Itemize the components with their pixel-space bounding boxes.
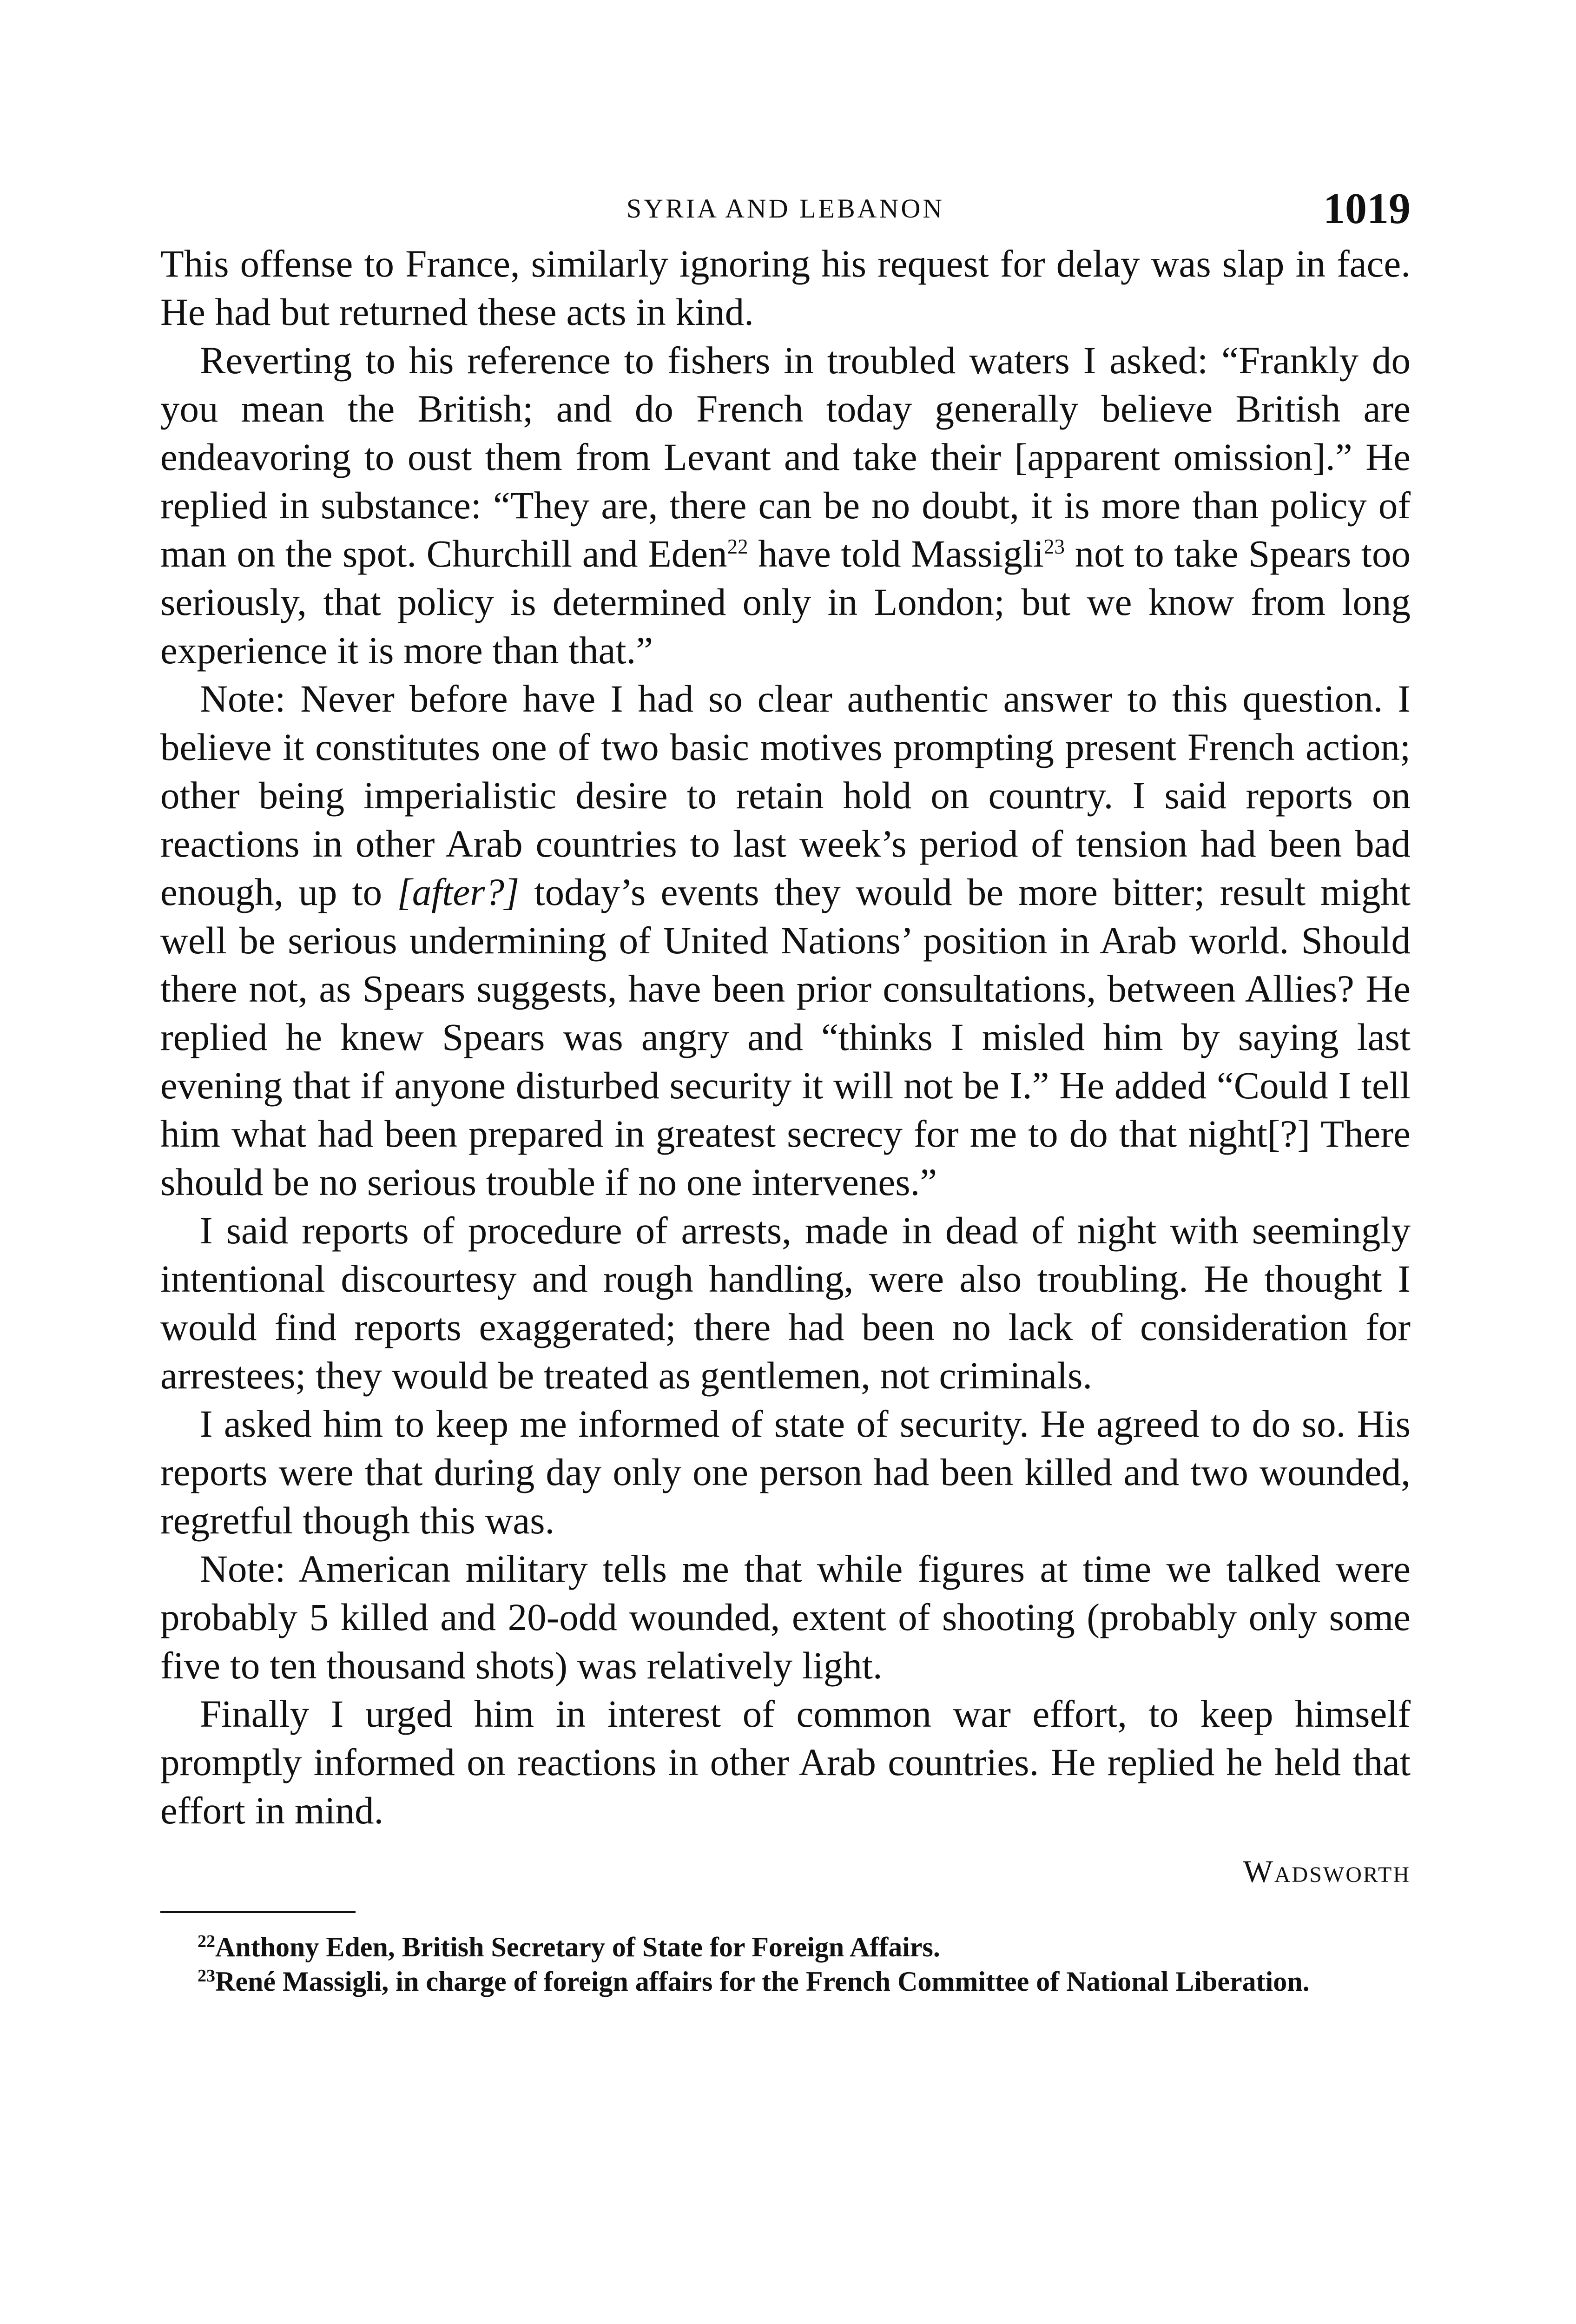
paragraph-3-italic-insertion: [after?]: [397, 871, 520, 913]
footnote-text: Anthony Eden, British Secretary of State for Foreign Affairs.: [215, 1932, 940, 1962]
paragraph-6: Note: American military tells me that while figures at time we talked were probably 5 killed and 20-odd wounded, extent of shooting (probably only some five to ten thousand shots) was relatively light.: [160, 1547, 1411, 1687]
footnote-number: 22: [198, 1932, 215, 1951]
footnote-number: 23: [198, 1966, 215, 1986]
paragraph-5: I asked him to keep me informed of state of security. He agreed to do so. His reports were that during day only one person had been killed and two wounded, regretful though this was.: [160, 1402, 1411, 1542]
footnote-text: René Massigli, in charge of foreign affairs for the French Committee of National Liberation.: [215, 1966, 1310, 1997]
footnote-rule: [160, 1911, 356, 1913]
page-number: 1019: [1323, 185, 1411, 233]
footnotes: [160, 1930, 1411, 1999]
paragraph-4: I said reports of procedure of arrests, made in dead of night with seemingly intentional discourtesy and rough handling, were also troubling. He thought I would find reports exaggerated; there had been no lack of consideration for arrestees; they would be treated as gentlemen, not criminals.: [160, 1209, 1411, 1397]
paragraph-7: Finally I urged him in interest of common war effort, to keep himself promptly informed on reactions in other Arab countries. He replied he held that effort in mind.: [160, 1692, 1411, 1832]
paragraph-2-text-a: Reverting to his reference to fishers in troubled waters I asked: “Frankly do you mean the British; and do French today generally believe British are endeavoring to oust them from Levant and take their [apparent omission].” He replied in substance: “They are, there can be no doubt, it is more than policy of man on the spot. Churchill and Eden: [160, 339, 1411, 575]
footnote-22: [160, 1930, 1411, 1964]
paragraph-1: This offense to France, similarly ignoring his request for delay was slap in face. He had but returned these acts in kind.: [160, 242, 1411, 333]
paragraph-2-text-b: have told Massigli: [748, 532, 1044, 575]
running-title: SYRIA AND LEBANON: [626, 193, 945, 224]
document-page: [160, 184, 1411, 1999]
footnote-ref-23: 23: [1044, 535, 1065, 558]
paragraph-2: [160, 336, 1411, 674]
body-text: [160, 239, 1411, 1835]
paragraph-3: [160, 674, 1411, 1206]
running-head: [160, 184, 1411, 239]
paragraph-3-text-b: today’s events they would be more bitter; result might well be serious undermining of United Nations’ position in Arab world. Should there not, as Spears suggests, have been prior consultations, between Allies? He replied he knew Spears was angry and “thinks I misled him by saying last evening that if anyone disturbed security it will not be I.” He added “Could I tell him what had been prepared in greatest secrecy for me to do that night[?] There should be no serious trouble if no one intervenes.”: [160, 871, 1411, 1203]
footnote-ref-22: 22: [727, 535, 748, 558]
paragraph-2-text-c: not to take Spears too seriously, that policy is determined only in London; but we know from long experience it is more than that.”: [160, 532, 1411, 672]
paragraph-3-text-a: Note: Never before have I had so clear authentic answer to this question. I believe it constitutes one of two basic motives prompting present French action; other being imperialistic desire to retain hold on country. I said reports on reactions in other Arab countries to last week’s period of tension had been bad enough, up to: [160, 677, 1411, 913]
signature: Wadsworth: [1243, 1854, 1411, 1889]
footnote-23: [160, 1964, 1411, 1999]
